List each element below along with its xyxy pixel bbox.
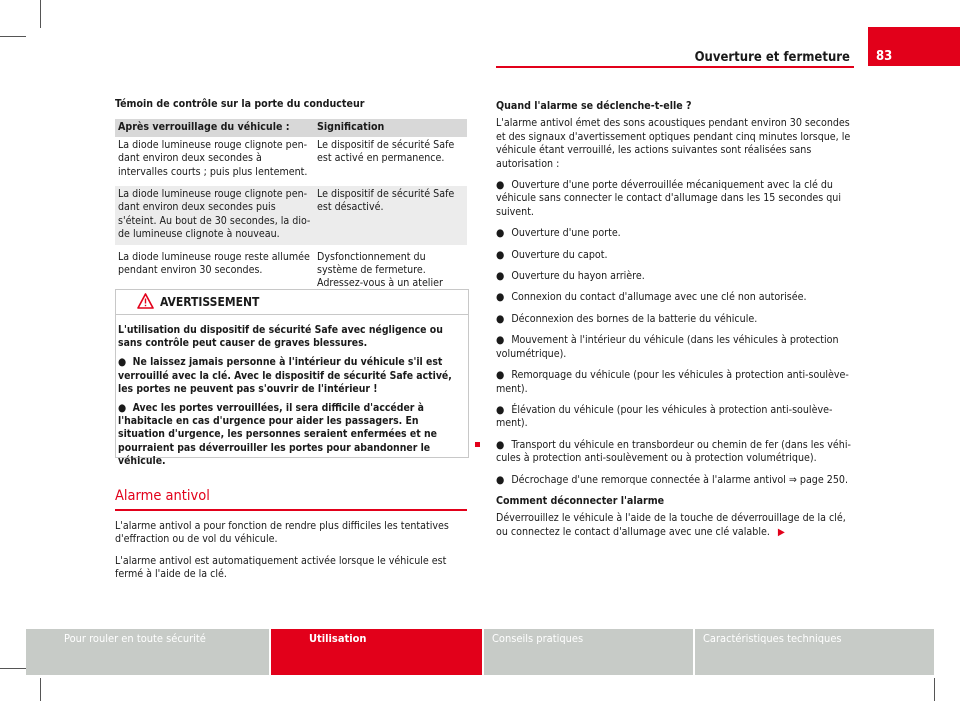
warning-intro: L'utilisation du dispositif de sécurité Safe avec négligence ou sans contrôle peut causer de graves blessures.	[118, 324, 443, 350]
list-item-text: Ouverture du capot.	[511, 248, 608, 261]
warning-header	[116, 290, 468, 315]
continue-arrow-icon: ▶	[777, 526, 785, 538]
table-cell: La diode lumineuse rouge reste allumée pendant environ 30 secondes.	[115, 247, 314, 308]
warning-item-text: Ne laissez jamais personne à l'intérieur du véhicule s'il est verrouillé avec la clé. Avec le dispositif de sécurité Safe activé, les portes ne peuvent pas s'ouvrir de l'intérieur !	[118, 356, 452, 395]
list-item	[496, 270, 856, 283]
paragraph: L'alarme antivol est automatiquement activée lorsque le véhicule est fermé à l'aide de la clé.	[115, 554, 447, 581]
header-rule	[496, 66, 854, 68]
list-item	[496, 249, 856, 262]
list-item	[496, 227, 856, 240]
bullet-icon: ●	[496, 473, 505, 486]
footer-tab-label: Pour rouler en toute sécurité	[64, 632, 206, 645]
list-item	[496, 291, 856, 304]
paragraph	[496, 512, 856, 539]
table-header-cell: Signification	[314, 119, 467, 136]
footer-tab-label: Utilisation	[309, 632, 367, 645]
bullet-icon: ●	[496, 312, 505, 325]
crop-mark	[0, 36, 26, 37]
list-item	[496, 334, 856, 361]
left-column	[115, 98, 467, 307]
bullet-icon: ●	[496, 227, 505, 240]
warning-body	[118, 324, 458, 474]
warning-item	[118, 402, 458, 468]
table-header-cell: Après verrouillage du véhicule :	[115, 119, 314, 136]
table-cell: Le dispositif de sécurité Safe est activé en permanence.	[317, 138, 455, 165]
running-header-title: Ouverture et fermeture	[694, 50, 850, 65]
warning-box	[115, 289, 469, 467]
table-cell: Le dispositif de sécurité Safe est désactivé.	[314, 184, 467, 247]
section-rule	[115, 509, 467, 511]
bullet-icon: ●	[496, 369, 505, 382]
table-row	[115, 184, 467, 247]
table-row	[115, 137, 467, 184]
disconnect-title: Comment déconnecter l'alarme	[496, 494, 665, 507]
section-intro	[115, 520, 467, 590]
list-item-text: Élévation du véhicule (pour les véhicules à protection anti-soulèvement).	[496, 403, 833, 430]
table-title: Témoin de contrôle sur la porte du conducteur	[115, 98, 365, 110]
table-header-row	[115, 119, 467, 136]
warning-title: AVERTISSEMENT	[160, 295, 260, 309]
list-item-text: Transport du véhicule en transbordeur ou chemin de fer (dans les véhicules à protection anti-soulèvement ou à protection volumétrique).	[496, 438, 851, 465]
bullet-icon: ●	[496, 291, 505, 304]
bullet-icon: ●	[496, 270, 505, 283]
paragraph: L'alarme antivol a pour fonction de rendre plus difficiles les tentatives d'effraction ou de vol du véhicule.	[115, 520, 449, 546]
disconnect-text: Déverrouillez le véhicule à l'aide de la touche de déverrouillage de la clé, ou connectez le contact d'allumage avec une clé valable.	[496, 512, 846, 538]
footer-tab-specs[interactable]	[695, 629, 934, 675]
table-cell: La diode lumineuse rouge clignote pendant environ deux secondes puis s'éteint. Au bout de 30 secondes, la diode lumineuse clignote à nouveau.	[115, 184, 314, 247]
footer-tab-tips[interactable]	[484, 629, 693, 675]
right-column	[496, 100, 856, 547]
page-number: 83	[876, 49, 893, 64]
list-item-text: Ouverture d'une porte déverrouillée mécaniquement avec la clé du véhicule sans connecter le contact d'allumage dans les 15 secondes qui suivent.	[496, 179, 841, 218]
list-item-text: Déconnexion des bornes de la batterie du véhicule.	[511, 312, 758, 325]
warning-triangle-icon	[137, 293, 154, 309]
footer-tab-label: Caractéristiques techniques	[703, 632, 842, 645]
footer-tab-safety[interactable]	[26, 629, 269, 675]
list-item	[496, 369, 856, 396]
list-item-text: Décrochage d'une remorque connectée à l'alarme antivol ⇒ page 250.	[511, 473, 848, 486]
question-title: Quand l'alarme se déclenche-t-elle ?	[496, 100, 692, 112]
warning-item-text: Avec les portes verrouillées, il sera difficile d'accéder à l'habitacle en cas d'urgence pour aider les passagers. En situation d'urgence, les personnes seraient enfermées et ne pourraient pas déverrouiller les portes pour abandonner le véhicule.	[118, 402, 437, 467]
list-item-text: Ouverture du hayon arrière.	[511, 270, 645, 283]
paragraph: L'alarme antivol émet des sons acoustiques pendant environ 30 secondes et des signaux d'avertissement optiques pendant cinq minutes lorsque, le véhicule étant verrouillé, les actions suivantes sont réalisées sans autorisation :	[496, 117, 851, 170]
list-item-text: Mouvement à l'intérieur du véhicule (dans les véhicules à protection volumétrique).	[496, 334, 839, 360]
list-item	[496, 439, 856, 466]
section-title: Alarme antivol	[115, 488, 210, 504]
bullet-icon: ●	[496, 403, 505, 416]
list-item	[496, 313, 856, 326]
crop-mark	[40, 0, 41, 28]
end-of-section-marker	[475, 442, 480, 447]
indicator-table	[115, 119, 467, 307]
list-item-text: Remorquage du véhicule (pour les véhicules à protection anti-soulèvement).	[496, 369, 849, 395]
bullet-icon: ●	[496, 179, 505, 192]
warning-item	[118, 356, 458, 396]
list-item	[496, 474, 856, 487]
list-item-text: Connexion du contact d'allumage avec une clé non autorisée.	[511, 291, 807, 304]
footer-tab-usage[interactable]	[271, 629, 482, 675]
bullet-icon: ●	[118, 356, 133, 369]
list-item-text: Ouverture d'une porte.	[511, 227, 621, 240]
bullet-icon: ●	[496, 438, 505, 451]
trigger-list	[496, 179, 856, 487]
bullet-icon: ●	[496, 334, 505, 347]
bullet-icon: ●	[496, 248, 505, 261]
crop-mark	[934, 678, 935, 701]
bullet-icon: ●	[118, 402, 133, 415]
list-item	[496, 179, 856, 219]
crop-mark	[40, 678, 41, 701]
table-cell: Dysfonctionnement du système de fermeture. Adressez-vous à un atelier	[314, 247, 467, 308]
crop-mark	[0, 668, 26, 669]
footer-tab-label: Conseils pratiques	[492, 632, 584, 645]
table-cell: La diode lumineuse rouge clignote pendant environ deux secondes à intervalles courts ; puis plus lentement.	[118, 138, 308, 178]
list-item	[496, 404, 856, 431]
